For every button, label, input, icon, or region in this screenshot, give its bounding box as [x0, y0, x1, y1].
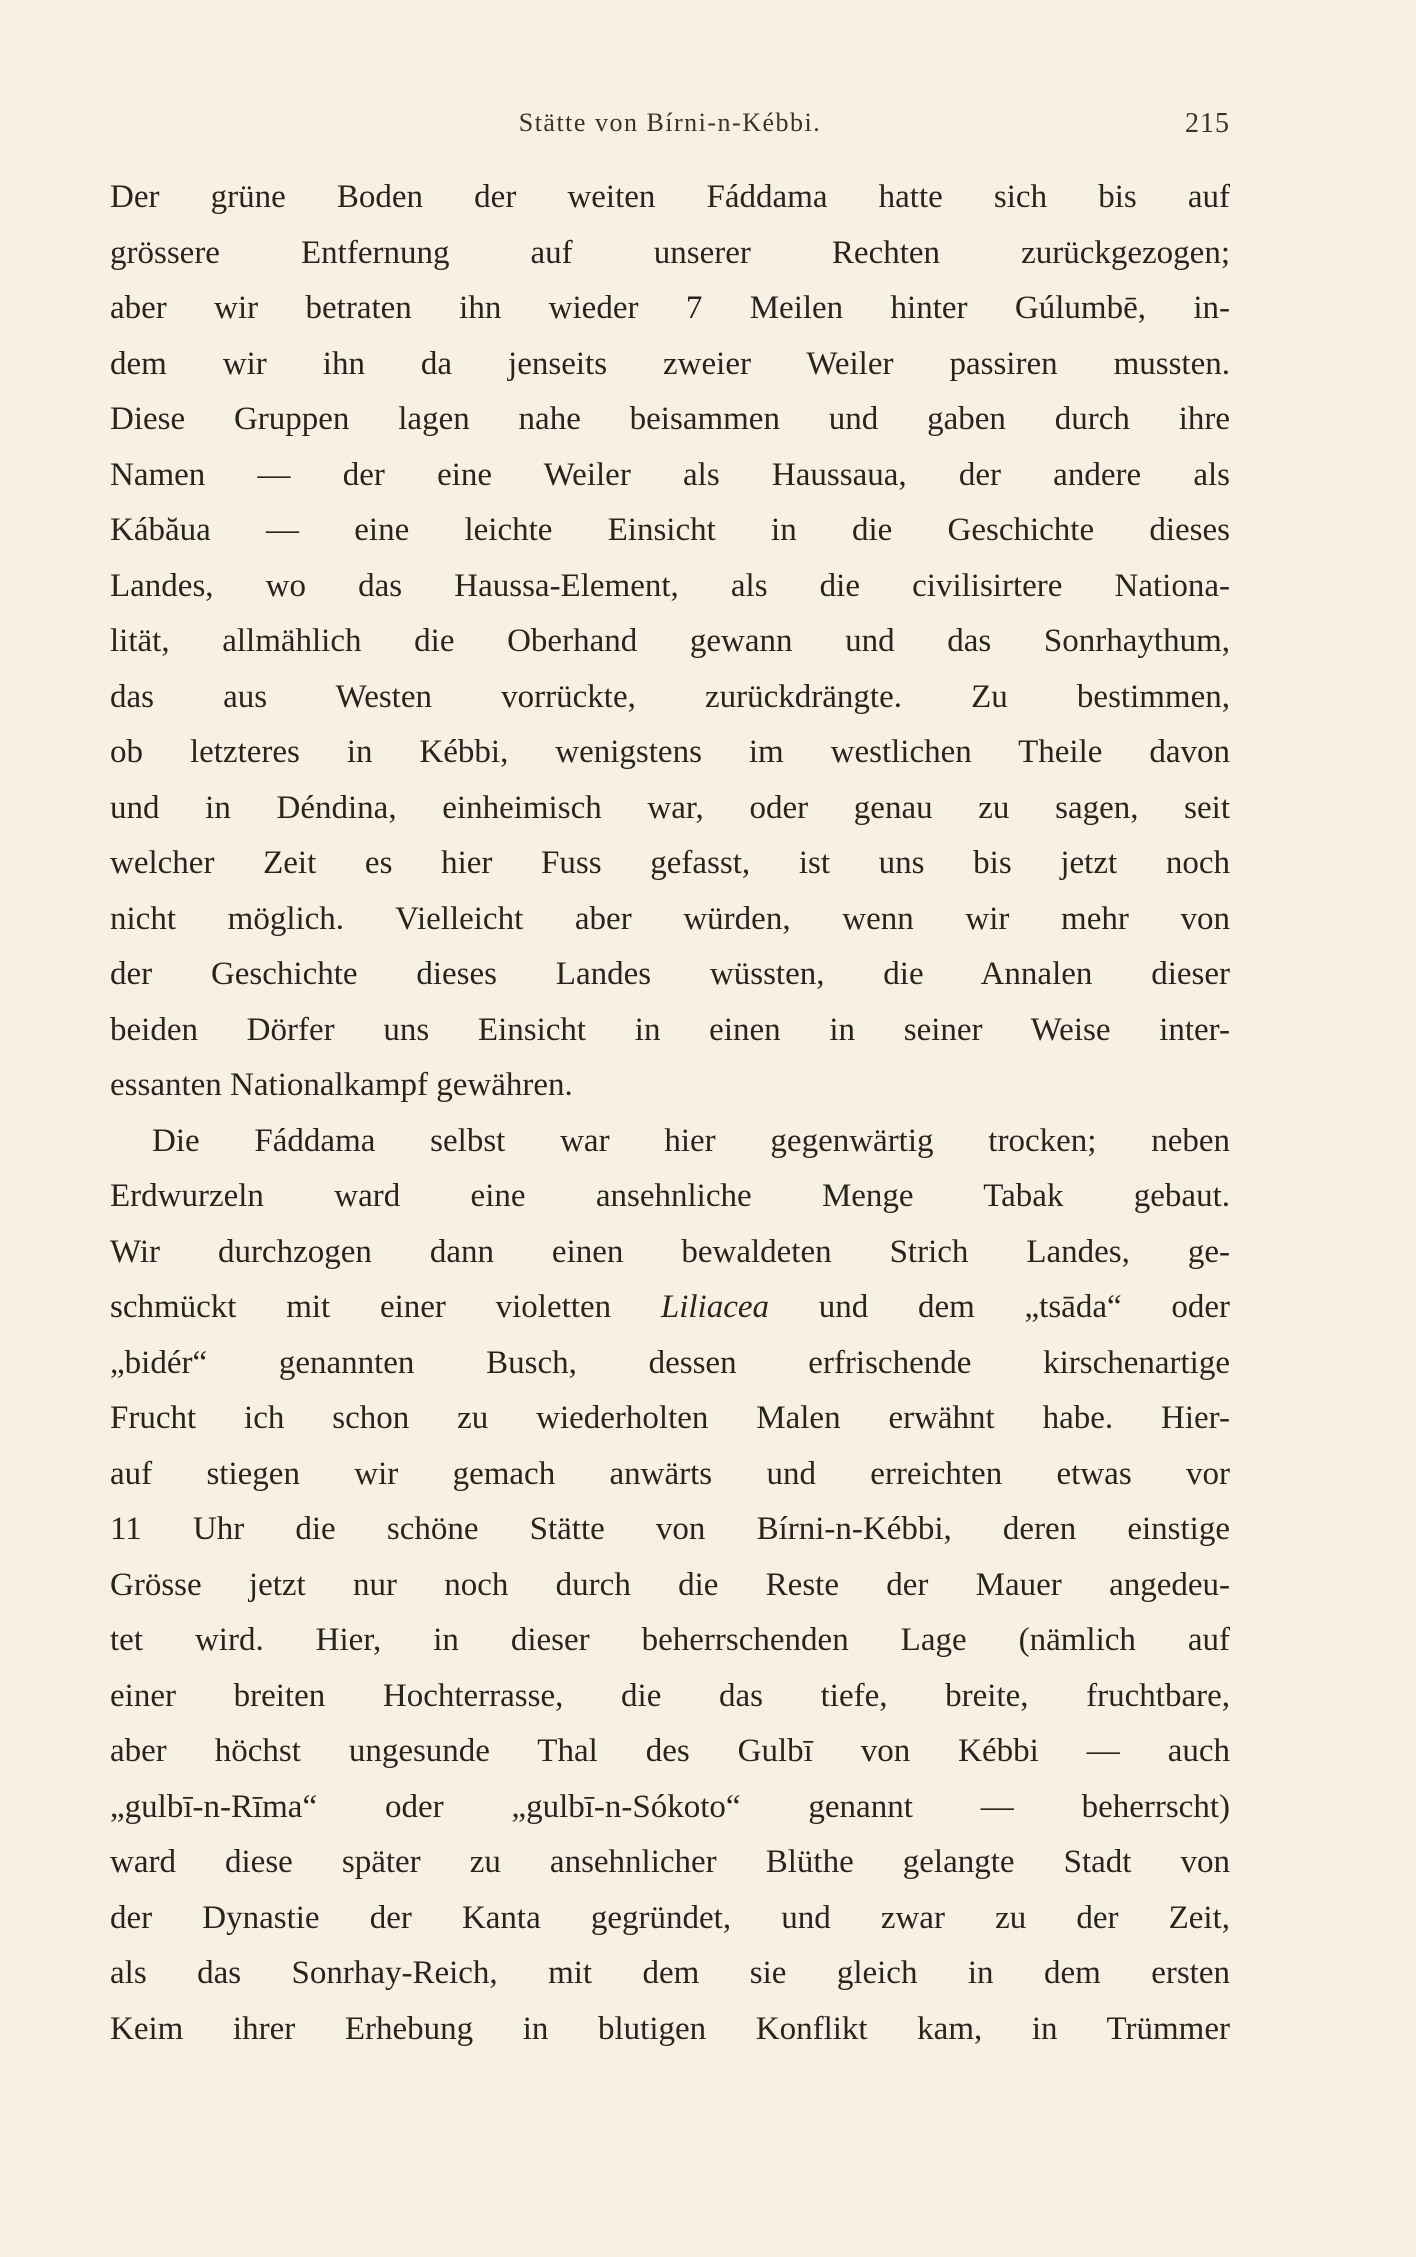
running-title: Stätte von Bírni-n-Kébbi.: [518, 108, 822, 137]
text-line: das aus Westen vorrückte, zurückdrängte. Zu bestimmen,: [110, 678, 1230, 715]
text-line: „bidér“ genannten Busch, dessen erfrischende kirschenartige: [110, 1344, 1230, 1381]
text-line: auf stiegen wir gemach anwärts und erreichten etwas vor: [110, 1455, 1230, 1492]
text-line: der Geschichte dieses Landes wüssten, die Annalen dieser: [110, 956, 1230, 992]
text-line: Der grüne Boden der weiten Fáddama hatte sich bis auf: [110, 179, 1230, 215]
text-line: essanten Nationalkampf gewähren.: [110, 1067, 573, 1103]
text-line: 11 Uhr die schöne Stätte von Bírni-n-Kébbi, deren einstige: [110, 1511, 1230, 1547]
text-line: grössere Entfernung auf unserer Rechten zurückgezogen;: [110, 234, 1230, 271]
text-line: nicht möglich. Vielleicht aber würden, wenn wir mehr von: [110, 900, 1230, 937]
text-line: „gulbī-n-Rīma“ oder „gulbī-n-Sókoto“ genannt — beherrscht): [110, 1788, 1230, 1825]
text-line: Kábăua — eine leichte Einsicht in die Geschichte dieses: [110, 512, 1230, 548]
italic-term: Liliacea: [660, 1289, 769, 1325]
page-number: 215: [1185, 108, 1230, 139]
body-text: [110, 170, 1230, 2057]
text-line: Die Fáddama selbst war hier gegenwärtig trocken; neben: [152, 1122, 1230, 1159]
text-segment: und dem „tsāda“ oder: [769, 1289, 1230, 1325]
text-line: Keim ihrer Erhebung in blutigen Konflikt kam, in Trümmer: [110, 2010, 1230, 2047]
text-segment: schmückt mit einer violetten: [110, 1289, 661, 1325]
text-line: dem wir ihn da jenseits zweier Weiler passiren mussten.: [110, 345, 1230, 382]
text-line: welcher Zeit es hier Fuss gefasst, ist uns bis jetzt noch: [110, 845, 1230, 881]
text-line: ob letzteres in Kébbi, wenigstens im westlichen Theile davon: [110, 734, 1230, 770]
text-line: Landes, wo das Haussa-Element, als die civilisirtere Nationa-: [110, 567, 1230, 604]
text-line: einer breiten Hochterrasse, die das tiefe, breite, fruchtbare,: [110, 1677, 1230, 1714]
text-line-mixed: [110, 1280, 1230, 1336]
text-line: Frucht ich schon zu wiederholten Malen erwähnt habe. Hier-: [110, 1400, 1230, 1436]
text-line: lität, allmählich die Oberhand gewann und das Sonrhaythum,: [110, 623, 1230, 659]
text-line: beiden Dörfer uns Einsicht in einen in seiner Weise inter-: [110, 1011, 1230, 1048]
text-line: aber wir betraten ihn wieder 7 Meilen hinter Gúlumbē, in-: [110, 290, 1230, 326]
text-line: Erdwurzeln ward eine ansehnliche Menge Tabak gebaut.: [110, 1178, 1230, 1214]
text-line: als das Sonrhay-Reich, mit dem sie gleich in dem ersten: [110, 1955, 1230, 1991]
text-line: Grösse jetzt nur noch durch die Reste der Mauer angedeu-: [110, 1566, 1230, 1603]
text-line: Wir durchzogen dann einen bewaldeten Strich Landes, ge-: [110, 1233, 1230, 1270]
page-header: [110, 108, 1230, 148]
text-line: ward diese später zu ansehnlicher Blüthe gelangte Stadt von: [110, 1844, 1230, 1880]
text-line: aber höchst ungesunde Thal des Gulbī von Kébbi — auch: [110, 1733, 1230, 1769]
text-line: und in Déndina, einheimisch war, oder genau zu sagen, seit: [110, 789, 1230, 826]
text-line: tet wird. Hier, in dieser beherrschenden Lage (nämlich auf: [110, 1622, 1230, 1658]
text-line: der Dynastie der Kanta gegründet, und zwar zu der Zeit,: [110, 1899, 1230, 1936]
text-line: Diese Gruppen lagen nahe beisammen und gaben durch ihre: [110, 401, 1230, 437]
text-line: Namen — der eine Weiler als Haussaua, der andere als: [110, 456, 1230, 493]
